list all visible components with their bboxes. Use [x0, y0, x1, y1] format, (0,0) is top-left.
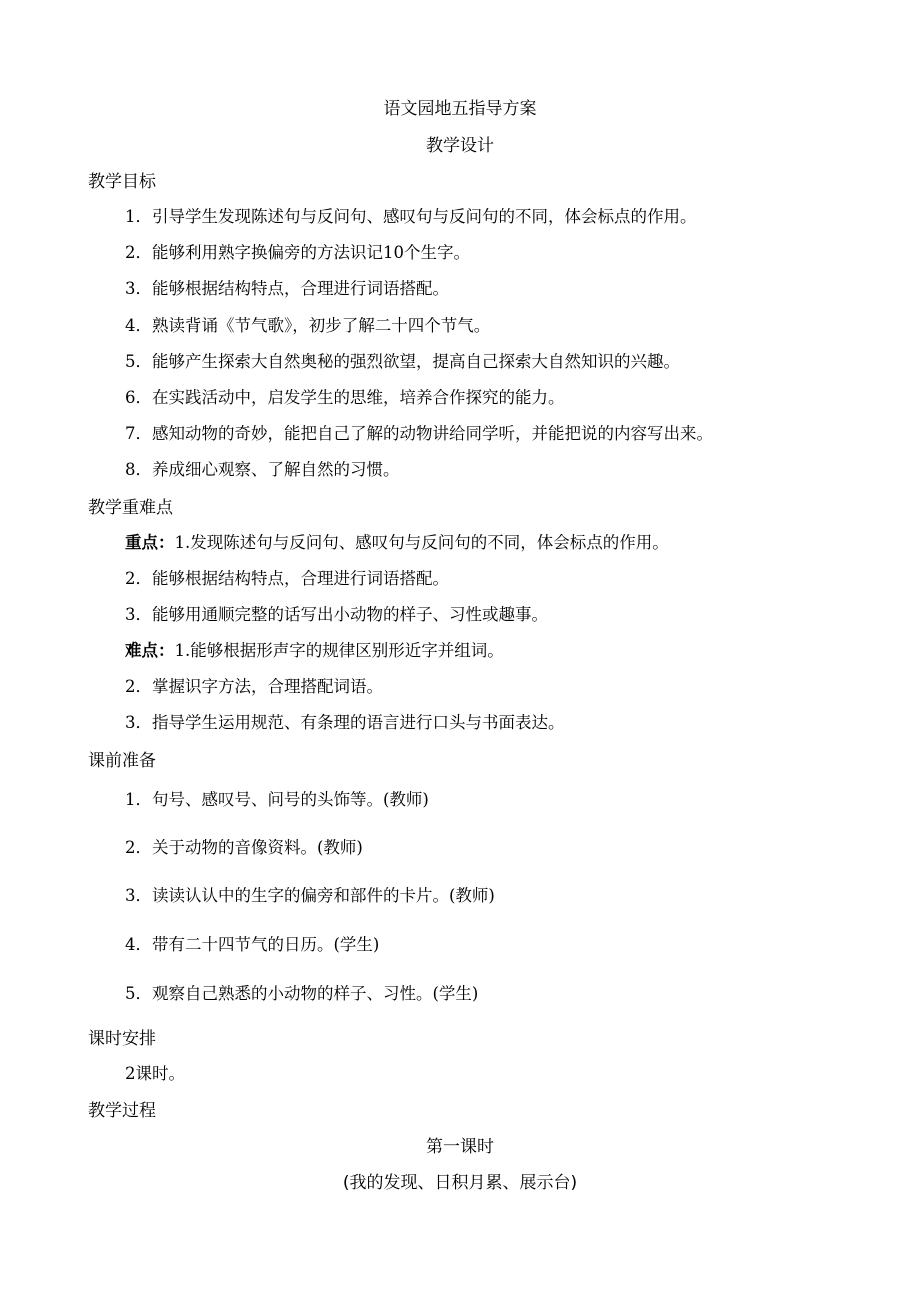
preparation-item: 2．关于动物的音像资料。(教师)	[125, 838, 363, 857]
difficulty-label: 难点：	[125, 641, 175, 660]
schedule-text: 2课时。	[125, 1064, 185, 1083]
objective-item: 7．感知动物的奇妙，能把自己了解的动物讲给同学听，并能把说的内容写出来。	[125, 424, 713, 443]
preparation-item: 1．句号、感叹号、问号的头饰等。(教师)	[125, 790, 429, 809]
objective-item: 1．引导学生发现陈述句与反问句、感叹句与反问句的不同，体会标点的作用。	[125, 207, 697, 226]
difficulty-item: 2．掌握识字方法，合理搭配词语。	[125, 677, 383, 696]
document-title: 语文园地五指导方案	[383, 99, 537, 119]
focus-first-item: 1.发现陈述句与反问句、感叹句与反问句的不同，体会标点的作用。	[174, 533, 669, 552]
objective-item: 3．能够根据结构特点，合理进行词语搭配。	[125, 279, 449, 298]
objective-item: 6．在实践活动中，启发学生的思维，培养合作探究的能力。	[125, 388, 565, 407]
section-heading-key-points: 教学重难点	[88, 498, 173, 518]
focus-label: 重点：	[125, 533, 175, 552]
objective-item: 4．熟读背诵《节气歌》，初步了解二十四个节气。	[125, 316, 491, 335]
difficulty-first-item: 1.能够根据形声字的规律区别形近字并组词。	[174, 641, 504, 660]
focus-item: 2．能够根据结构特点，合理进行词语搭配。	[125, 569, 449, 588]
objective-item: 2．能够利用熟字换偏旁的方法识记10个生字。	[125, 243, 470, 262]
objective-item: 8．养成细心观察、了解自然的习惯。	[125, 460, 400, 479]
lesson-title: 第一课时	[426, 1137, 494, 1157]
document-subtitle: 教学设计	[426, 136, 494, 156]
difficulty-item: 3．指导学生运用规范、有条理的语言进行口头与书面表达。	[125, 713, 565, 732]
preparation-item: 3．读读认认中的生字的偏旁和部件的卡片。(教师)	[125, 886, 495, 905]
section-heading-schedule: 课时安排	[88, 1029, 156, 1049]
section-heading-objectives: 教学目标	[88, 172, 156, 192]
objective-item: 5．能够产生探索大自然奥秘的强烈欲望，提高自己探索大自然知识的兴趣。	[125, 352, 680, 371]
difficulty-line	[125, 637, 504, 661]
section-heading-process: 教学过程	[88, 1101, 156, 1121]
focus-line	[125, 529, 669, 553]
section-heading-preparation: 课前准备	[88, 751, 156, 771]
lesson-subtitle: (我的发现、日积月累、展示台)	[342, 1173, 578, 1193]
focus-item: 3．能够用通顺完整的话写出小动物的样子、习性或趣事。	[125, 605, 548, 624]
preparation-item: 5．观察自己熟悉的小动物的样子、习性。(学生)	[125, 984, 479, 1003]
preparation-item: 4．带有二十四节气的日历。(学生)	[125, 935, 380, 954]
